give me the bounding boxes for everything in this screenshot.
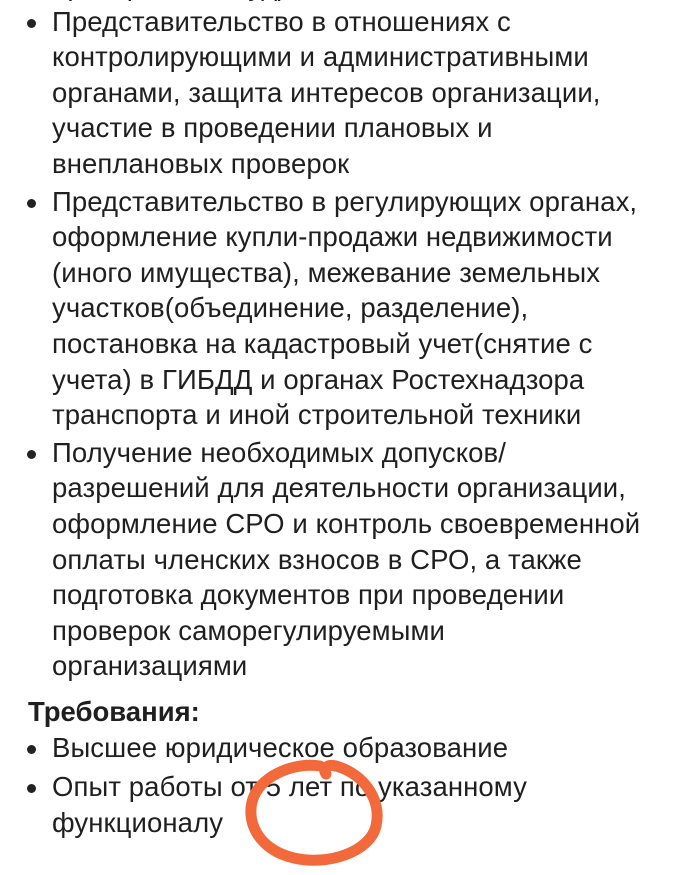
list-item-text: транспорта и иной строительной техники xyxy=(52,399,582,431)
bullet-icon xyxy=(27,745,36,754)
list-item-text: оформление купли-продажи недвижимости xyxy=(52,221,613,253)
list-item-text: учета) в ГИБДД и органах Ростехнадзора xyxy=(52,363,585,395)
list-item-text: (иного имущества), межевание земельных xyxy=(52,256,601,288)
duties-list xyxy=(0,4,700,684)
list-item-text: Опыт работы от 5 лет по указанному xyxy=(52,771,527,803)
bullet-icon xyxy=(27,784,36,793)
list-item xyxy=(0,769,700,840)
list-item-text: Высшее юридическое образование xyxy=(52,731,509,763)
list-item-text: внеплановых проверок xyxy=(52,147,350,179)
bullet-icon xyxy=(27,450,36,459)
list-item xyxy=(0,4,700,182)
requirements-list xyxy=(0,730,700,841)
requirements-heading: Требования: xyxy=(28,695,200,727)
list-item-text: Представительство в отношениях с xyxy=(52,5,511,37)
list-item-text: оплаты членских взносов в СРО, а также xyxy=(52,543,582,575)
list-item-text: проверок саморегулируемыми xyxy=(52,614,446,646)
list-item-text: органами, защита интересов организации, xyxy=(52,76,601,108)
list-item-text: организациями xyxy=(52,650,248,682)
list-item-text: постановка на кадастровый учет(снятие с xyxy=(52,327,593,359)
list-item-text: участков(объединение, разделение), xyxy=(52,292,529,324)
list-item-text: Представительство в регулирующих органах, xyxy=(52,185,638,217)
list-item-text: подготовка документов при проведении xyxy=(52,579,565,611)
bullet-icon xyxy=(27,199,36,208)
bullet-icon xyxy=(27,19,36,28)
list-item xyxy=(0,435,700,684)
list-item-text: разрешений для деятельности организации, xyxy=(52,472,626,504)
list-item xyxy=(0,730,700,766)
list-item-text: оформление СРО и контроль своевременной xyxy=(52,507,641,539)
list-item-text: Получение необходимых допусков/ xyxy=(52,436,506,468)
list-item-text: контролирующими и административными xyxy=(52,41,589,73)
list-item-text: функционалу xyxy=(52,807,224,839)
list-item xyxy=(0,184,700,433)
list-item-text: участие в проведении плановых и xyxy=(52,112,493,144)
